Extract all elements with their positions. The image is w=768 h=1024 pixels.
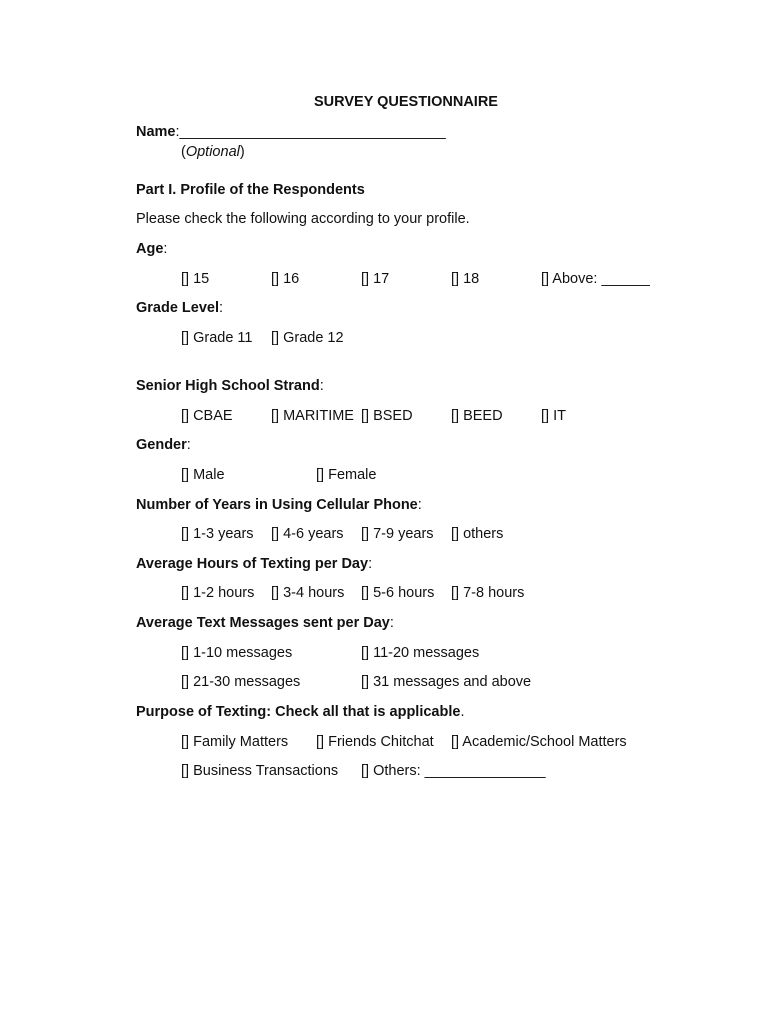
grade-option-11[interactable]: [] Grade 11 [181, 330, 253, 346]
hours-option-7-8[interactable]: [] 7-8 hours [451, 585, 525, 601]
years-option-7-9[interactable]: [] 7-9 years [361, 526, 434, 542]
hours-option-5-6[interactable]: [] 5-6 hours [361, 585, 435, 601]
part-instruction: Please check the following according to your profile. [136, 211, 470, 227]
name-line [136, 123, 446, 141]
messages-option-21-30[interactable]: [] 21-30 messages [181, 674, 301, 690]
messages-option-11-20[interactable]: [] 11-20 messages [361, 645, 480, 661]
strand-label: Senior High School Strand: [136, 378, 324, 394]
part-heading: Part I. Profile of the Respondents [136, 182, 365, 198]
messages-option-1-10[interactable]: [] 1-10 messages [181, 645, 293, 661]
age-option-above[interactable]: [] Above: ______ [541, 271, 650, 287]
hours-option-1-2[interactable]: [] 1-2 hours [181, 585, 255, 601]
hours-label: Average Hours of Texting per Day: [136, 556, 373, 572]
years-label: Number of Years in Using Cellular Phone: [136, 497, 422, 513]
strand-option-beed[interactable]: [] BEED [451, 408, 503, 424]
optional-note: (Optional) [181, 144, 245, 160]
optional-word: Optional [185, 144, 240, 160]
strand-option-maritime[interactable]: [] MARITIME [271, 408, 354, 424]
strand-option-bsed[interactable]: [] BSED [361, 408, 413, 424]
age-option-15[interactable]: [] 15 [181, 271, 210, 287]
strand-option-it[interactable]: [] IT [541, 408, 566, 424]
grade-option-12[interactable]: [] Grade 12 [271, 330, 344, 346]
purpose-option-others[interactable]: [] Others: _______________ [361, 763, 546, 779]
purpose-option-academic[interactable]: [] Academic/School Matters [451, 734, 627, 750]
grade-label: Grade Level: [136, 300, 224, 316]
gender-label: Gender: [136, 437, 191, 453]
strand-option-cbae[interactable]: [] CBAE [181, 408, 233, 424]
purpose-option-friends[interactable]: [] Friends Chitchat [316, 734, 434, 750]
name-colon: : [175, 124, 180, 140]
messages-option-31-above[interactable]: [] 31 messages and above [361, 674, 532, 690]
age-option-18[interactable]: [] 18 [451, 271, 480, 287]
years-option-others[interactable]: [] others [451, 526, 504, 542]
purpose-option-business[interactable]: [] Business Transactions [181, 763, 339, 779]
messages-label: Average Text Messages sent per Day: [136, 615, 394, 631]
age-option-17[interactable]: [] 17 [361, 271, 390, 287]
name-blank: _________________________________ [179, 124, 446, 140]
years-option-4-6[interactable]: [] 4-6 years [271, 526, 344, 542]
gender-option-male[interactable]: [] Male [181, 467, 225, 483]
years-option-1-3[interactable]: [] 1-3 years [181, 526, 254, 542]
gender-option-female[interactable]: [] Female [316, 467, 377, 483]
age-option-16[interactable]: [] 16 [271, 271, 300, 287]
purpose-option-family[interactable]: [] Family Matters [181, 734, 289, 750]
age-label: Age: [136, 241, 168, 257]
hours-option-3-4[interactable]: [] 3-4 hours [271, 585, 345, 601]
name-label: Name [136, 124, 176, 140]
page-title: SURVEY QUESTIONNAIRE [314, 94, 498, 110]
purpose-label: Purpose of Texting: Check all that is applicable. [136, 704, 465, 720]
